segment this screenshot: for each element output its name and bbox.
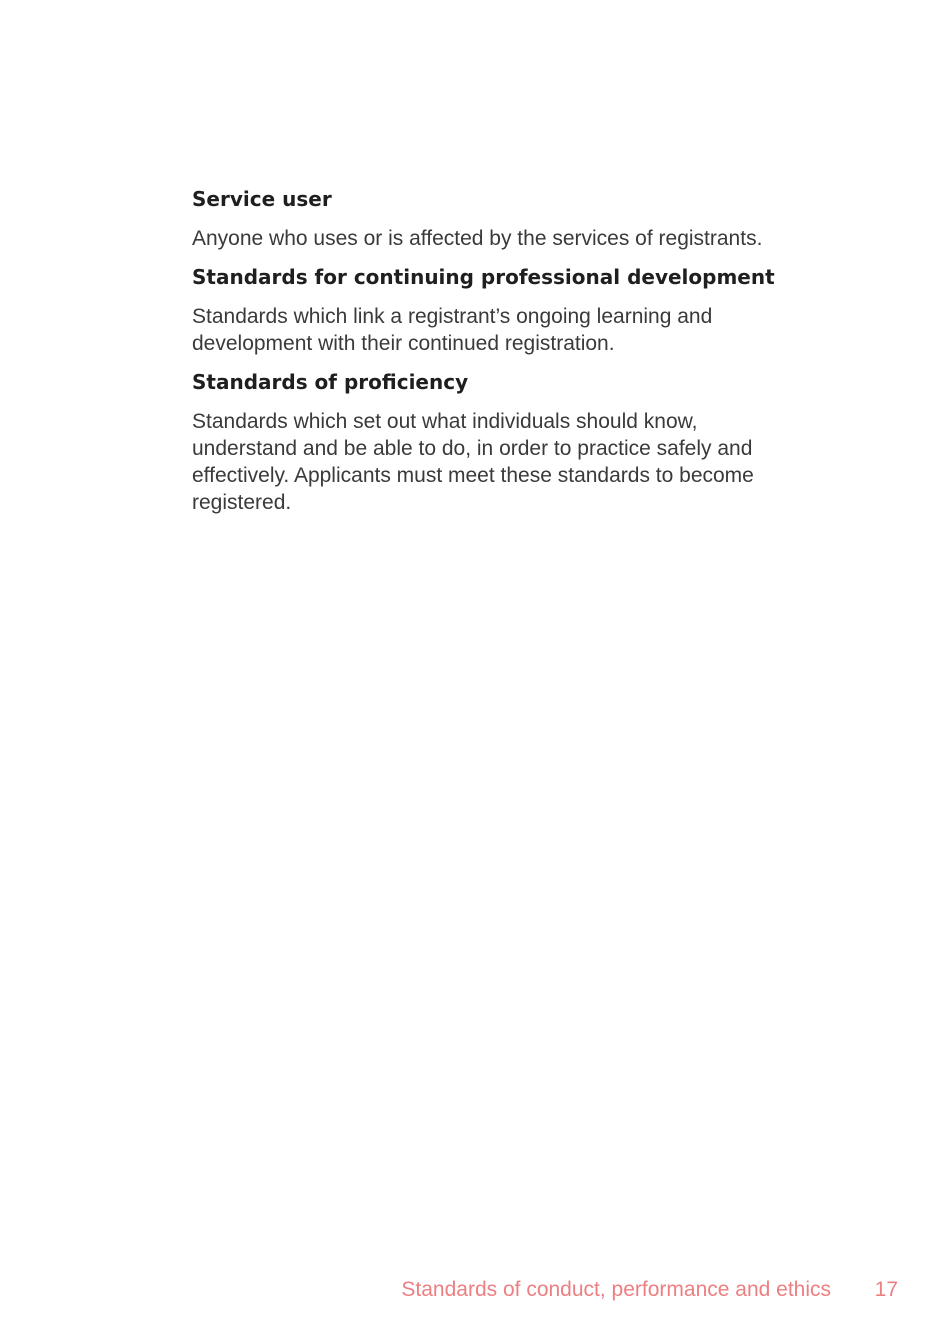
glossary-term: Standards of proficiency (192, 370, 469, 394)
glossary-entry-cpd-standards (192, 264, 802, 357)
glossary-term: Standards for continuing professional development (192, 265, 775, 289)
glossary-definition: Standards which link a registrant’s ongoing learning and development with their continued registration. (192, 305, 713, 355)
glossary-definition: Anyone who uses or is affected by the services of registrants. (192, 227, 763, 250)
glossary-entry-service-user (192, 186, 802, 252)
glossary-section (192, 186, 802, 528)
page-footer (0, 1276, 950, 1304)
glossary-entry-proficiency-standards (192, 369, 802, 516)
footer-document-title: Standards of conduct, performance and ethics (401, 1278, 831, 1301)
glossary-definition: Standards which set out what individuals should know, understand and be able to do, in order to practice safely and effectively. Applicants must meet these standards to become registered. (192, 410, 754, 514)
glossary-term: Service user (192, 187, 332, 211)
page-number: 17 (874, 1278, 898, 1301)
